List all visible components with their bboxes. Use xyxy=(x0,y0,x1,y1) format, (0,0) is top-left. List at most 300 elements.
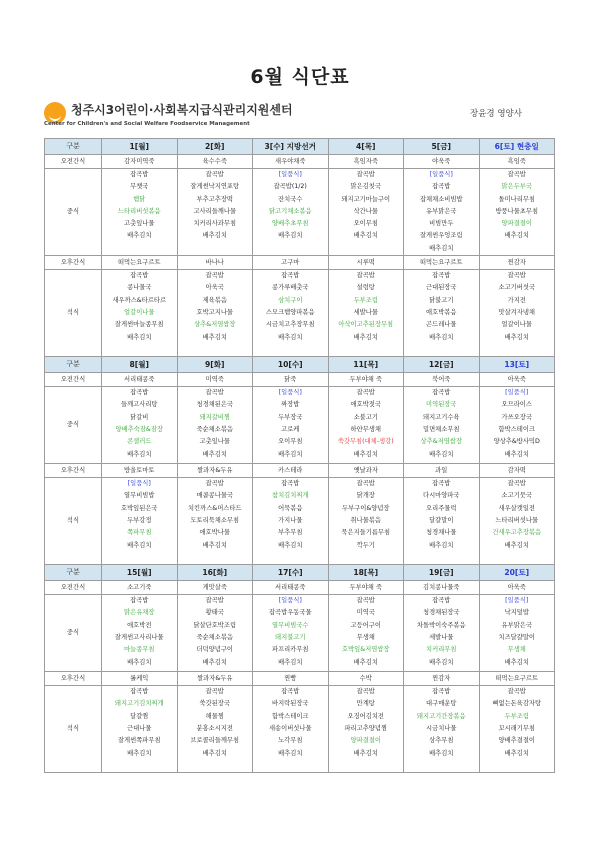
menu-item: 더덕양념구이 xyxy=(196,646,233,654)
snack-cell: 서리태콩죽 xyxy=(102,373,178,387)
snack-cell: 방울토마토 xyxy=(102,464,178,478)
dinner-cell xyxy=(479,478,555,565)
category-header: 구분 xyxy=(45,357,102,373)
snack-cell: 시루떡 xyxy=(328,256,404,270)
lunch-cell xyxy=(479,169,555,256)
menu-item: 호박잎된은국 xyxy=(121,504,158,512)
menu-item: 돌미나리무침 xyxy=(498,195,535,203)
snack-cell: 육수수죽 xyxy=(177,155,253,169)
menu-item: 배추김치 xyxy=(278,450,303,458)
menu-item: 배추김치 xyxy=(127,333,152,341)
page-title: 6월 식단표 xyxy=(250,66,350,88)
am-snack-row xyxy=(45,155,555,169)
dinner-cell xyxy=(177,686,253,773)
menu-item: 다시마양파국 xyxy=(423,492,460,500)
menu-item: 배추김치 xyxy=(202,541,227,549)
dinner-row xyxy=(45,270,555,357)
snack-cell: 고구마 xyxy=(253,256,329,270)
snack-cell: 새우야채죽 xyxy=(253,155,329,169)
menu-item: 잘게썬낙지연포탕 xyxy=(190,183,240,191)
menu-item: 두부구이&양념장 xyxy=(342,504,390,512)
menu-item: [일품식] xyxy=(505,597,529,605)
menu-item: 죽순채소볶음 xyxy=(196,425,233,433)
menu-item: 치킨까스&머스타드 xyxy=(187,504,242,512)
menu-item: 닭갈비 xyxy=(130,413,149,421)
menu-item: 묵은지들기름무침 xyxy=(341,529,391,537)
menu-item: 배추김치 xyxy=(429,749,454,757)
category-header: 구분 xyxy=(45,139,102,155)
menu-item: 배추김치 xyxy=(202,333,227,341)
menu-item: 배추김치 xyxy=(353,333,378,341)
menu-item: 잡곡밥 xyxy=(130,171,149,178)
menu-item: 잡곡밥 xyxy=(205,597,224,605)
menu-item: 근대나물 xyxy=(127,724,152,732)
menu-item: 대구매운탕 xyxy=(426,700,457,708)
snack-cell: 떠먹는요구르트 xyxy=(404,256,480,270)
menu-item: 콩가루배춧국 xyxy=(272,284,309,292)
dinner-cell xyxy=(253,686,329,773)
menu-item: 노각무침 xyxy=(278,737,303,745)
menu-item: 고사리들깨나물 xyxy=(193,207,237,215)
lunch-cell xyxy=(404,387,480,464)
lunch-cell xyxy=(479,387,555,464)
menu-item: [일품식] xyxy=(278,597,302,605)
pm-snack-row xyxy=(45,672,555,686)
menu-item: 애호박나물 xyxy=(199,529,230,537)
lunch-cell xyxy=(328,169,404,256)
menu-item: 상추&저염쌈장 xyxy=(194,321,236,329)
lunch-label: 중식 xyxy=(45,595,102,672)
menu-item: 어묵볶음 xyxy=(278,504,303,512)
snack-cell: 감자떡 xyxy=(479,464,555,478)
snack-cell: 소고기죽 xyxy=(102,581,178,595)
menu-item: 잡곡밥(1/2) xyxy=(273,183,307,191)
menu-item: 얼갈이나물 xyxy=(124,308,155,316)
menu-item: 돼지갈비찜 xyxy=(199,413,230,421)
menu-item: 쑥갓무침(대체-생강) xyxy=(337,438,394,446)
am-snack-row xyxy=(45,373,555,387)
menu-item: 배추김치 xyxy=(504,658,529,666)
menu-item: 황태국 xyxy=(205,609,224,617)
menu-item: 새송이버섯나물 xyxy=(268,724,312,732)
menu-item: 삭간나물 xyxy=(353,207,378,215)
dinner-label: 석식 xyxy=(45,270,102,357)
menu-item: 콩나물국 xyxy=(127,284,152,292)
menu-item: 잡곡밥 xyxy=(205,480,224,488)
menu-item: 잡곡밥 xyxy=(281,272,300,280)
menu-item: 소고기버섯국 xyxy=(498,284,535,292)
menu-item: 매콤콩나물국 xyxy=(196,492,233,500)
menu-item: 돼지고기마늘구이 xyxy=(341,195,391,203)
menu-item: 배추김치 xyxy=(278,658,303,666)
week-header-row xyxy=(45,139,555,155)
menu-item: [일품식] xyxy=(127,480,151,488)
menu-item: 잡곡밥 xyxy=(356,171,375,178)
dinner-cell xyxy=(253,478,329,565)
day-header: 15[월] xyxy=(102,565,178,581)
menu-item: 배추김치 xyxy=(278,333,303,341)
week-header-row xyxy=(45,357,555,373)
lunch-label: 중식 xyxy=(45,169,102,256)
menu-item: 파프리카무침 xyxy=(272,646,309,654)
snack-cell: 수박 xyxy=(328,672,404,686)
menu-item: 잡곡밥 xyxy=(432,389,451,397)
menu-item: 세발나물 xyxy=(429,633,454,641)
center-logo xyxy=(44,100,344,134)
menu-item: 들깨고사리탕 xyxy=(121,401,158,409)
menu-item: 맛살겨자냉채 xyxy=(498,308,535,316)
dinner-cell xyxy=(102,686,178,773)
menu-item: 청경채나물 xyxy=(426,529,457,537)
menu-item: 잡곡밥 xyxy=(432,597,451,605)
menu-item: 열무비빔밥 xyxy=(124,492,155,500)
lunch-cell xyxy=(177,387,253,464)
day-header: 6[토] 현충일 xyxy=(479,139,555,155)
dinner-cell xyxy=(404,478,480,565)
menu-item: 미역국 xyxy=(356,609,375,617)
menu-item: 양파결절이 xyxy=(501,220,532,228)
menu-item: 만계탕 xyxy=(356,700,375,708)
menu-item: 잡곡밥 xyxy=(281,480,300,488)
nutritionist-name: 장윤경 영양사 xyxy=(470,109,522,119)
menu-item: 두부강정 xyxy=(127,516,152,524)
menu-item: 잡곡밥 xyxy=(130,688,149,696)
menu-item: 잡곡밥 xyxy=(205,688,224,696)
menu-item: 고춧잎나물 xyxy=(124,220,155,228)
menu-item: 배추김치 xyxy=(127,658,152,666)
menu-item: 잡곡밥 xyxy=(507,272,526,280)
menu-item: 분홍소시지전 xyxy=(196,724,233,732)
week-header-row xyxy=(45,565,555,581)
snack-cell: 바나나 xyxy=(177,256,253,270)
snack-cell: 김치콩나물죽 xyxy=(404,581,480,595)
menu-item: 세발나물 xyxy=(353,308,378,316)
menu-item: 배추김치 xyxy=(353,232,378,240)
menu-item: 근대된장국 xyxy=(426,284,457,292)
day-header: 17[수] xyxy=(253,565,329,581)
menu-item: 제육볶음 xyxy=(202,296,227,304)
dinner-cell xyxy=(328,686,404,773)
snack-cell: 쌀과자&두유 xyxy=(177,672,253,686)
day-header: 3[수] 지방선거 xyxy=(253,139,329,155)
menu-item: 잡곡밥 xyxy=(356,688,375,696)
menu-item: 잔치국수 xyxy=(278,195,303,203)
menu-item: 배추김치 xyxy=(429,658,454,666)
dinner-cell xyxy=(404,686,480,773)
dinner-cell xyxy=(328,270,404,357)
menu-item: 고등어구이 xyxy=(350,621,381,629)
day-header: 9[화] xyxy=(177,357,253,373)
lunch-cell xyxy=(253,387,329,464)
menu-item: 아욱국 xyxy=(205,284,224,292)
menu-item: 뼈없는돈육감자탕 xyxy=(492,700,542,708)
snack-cell: 롤케익 xyxy=(102,672,178,686)
menu-item: 마늘종무침 xyxy=(124,646,155,654)
menu-item: 비빔만두 xyxy=(429,220,454,228)
snack-cell: 쌀과자&두유 xyxy=(177,464,253,478)
menu-item: 호박잎&저염쌈장 xyxy=(342,646,390,654)
menu-item: 잡곡밥 xyxy=(130,389,149,397)
menu-item: 시금치고추장무침 xyxy=(265,321,315,329)
menu-item: 양상추&방사믹D xyxy=(493,438,540,446)
day-header: 20[토] xyxy=(479,565,555,581)
menu-item: 미역된장국 xyxy=(426,401,457,409)
menu-item: 짜장밥 xyxy=(281,401,300,409)
menu-item: 호박고지나물 xyxy=(196,308,233,316)
menu-item: 낙지덮밥 xyxy=(504,609,529,617)
menu-item: 배추김치 xyxy=(127,450,152,458)
menu-item: 가지전 xyxy=(507,296,526,304)
snack-cell: 찐감자 xyxy=(404,672,480,686)
menu-item: 맑은두부국 xyxy=(501,183,532,191)
menu-item: 잘게썬쪽파무침 xyxy=(117,737,161,745)
menu-item: 오므라이스 xyxy=(501,401,532,409)
snack-cell: 미역죽 xyxy=(177,373,253,387)
menu-item: 잡곡밥 xyxy=(205,389,224,397)
lunch-cell xyxy=(102,387,178,464)
menu-item: 잡곡밥 xyxy=(356,480,375,488)
am-snack-row xyxy=(45,581,555,595)
snack-cell: 떠먹는요구르트 xyxy=(479,672,555,686)
menu-item: 콘샐러드 xyxy=(127,438,152,446)
menu-item: 배추김치 xyxy=(202,749,227,757)
menu-item: [일품식] xyxy=(278,389,302,397)
snack-cell: 찐감자 xyxy=(479,256,555,270)
menu-item: 애호박젓국 xyxy=(350,401,381,409)
menu-item: 잡곡밥 xyxy=(356,389,375,397)
menu-item: 상추무침 xyxy=(429,737,454,745)
menu-item: 고춧잎나물 xyxy=(199,438,230,446)
day-header: 19[금] xyxy=(404,565,480,581)
menu-item: 양파결절이 xyxy=(350,737,381,745)
dinner-cell xyxy=(177,270,253,357)
menu-item: 쑥갓된장국 xyxy=(199,700,230,708)
snack-cell: 게맛살죽 xyxy=(177,581,253,595)
menu-item: 잡곡밥 xyxy=(432,272,451,280)
menu-item: [일품식] xyxy=(505,389,529,397)
menu-item: 잡곡밥 xyxy=(205,272,224,280)
menu-item: 청경채된장국 xyxy=(423,609,460,617)
lunch-row xyxy=(45,169,555,256)
lunch-cell xyxy=(177,169,253,256)
menu-item: 돼지고기수육 xyxy=(423,413,460,421)
menu-item: 가쓰오장국 xyxy=(501,413,532,421)
menu-item: 치커리사과무침 xyxy=(193,220,237,228)
menu-item: 배추김치 xyxy=(429,244,454,252)
center-name: 청주시3어린이·사회복지급식관리지원센터 xyxy=(71,103,293,117)
menu-item: 돼지고기간장볶음 xyxy=(416,712,466,720)
menu-item: 배추김치 xyxy=(278,749,303,757)
day-header: 13[토] xyxy=(479,357,555,373)
menu-item: 깍두기 xyxy=(356,541,375,549)
menu-item: 잡곡밥 xyxy=(130,272,149,280)
snack-cell: 두부야채 죽 xyxy=(328,373,404,387)
menu-item: 건새우고추장볶음 xyxy=(492,529,542,537)
day-header: 12[금] xyxy=(404,357,480,373)
snack-cell: 흑임죽 xyxy=(479,155,555,169)
lunch-row xyxy=(45,595,555,672)
menu-item: 소고기뭇국 xyxy=(501,492,532,500)
menu-item: 참치김치찌개 xyxy=(272,492,309,500)
lunch-cell xyxy=(328,387,404,464)
day-header: 8[월] xyxy=(102,357,178,373)
day-header: 18[목] xyxy=(328,565,404,581)
menu-item: 잡곡밥우동국물 xyxy=(268,609,312,617)
menu-item: 배추김치 xyxy=(127,232,152,240)
menu-item: 닭불고기 xyxy=(429,296,454,304)
dinner-label: 석식 xyxy=(45,686,102,773)
menu-item: 차돌박이숙주볶음 xyxy=(416,621,466,629)
day-header: 2[화] xyxy=(177,139,253,155)
menu-item: 느타리버섯볶음 xyxy=(117,207,161,215)
menu-item: 닭개장 xyxy=(356,492,375,500)
snack-cell: 아욱죽 xyxy=(479,373,555,387)
lunch-cell xyxy=(404,595,480,672)
menu-item: 잘게썬마늘종무침 xyxy=(114,321,164,329)
menu-item: 무챗국 xyxy=(130,183,149,191)
menu-item: 맑은김칫국 xyxy=(350,183,381,191)
lunch-cell xyxy=(253,169,329,256)
menu-item: 잡곡밥 xyxy=(507,688,526,696)
menu-item: 잡곡밥 xyxy=(507,171,526,178)
menu-item: 애호박볶음 xyxy=(426,308,457,316)
menu-item: 배추김치 xyxy=(429,541,454,549)
menu-item: 새우까스&타르타르 xyxy=(112,296,167,304)
menu-item: 꼬시래기무침 xyxy=(498,724,535,732)
menu-item: 두부장국 xyxy=(278,413,303,421)
day-header: 16[화] xyxy=(177,565,253,581)
am-snack-label: 오전간식 xyxy=(45,581,102,595)
lunch-cell xyxy=(479,595,555,672)
menu-item: 청경채된은국 xyxy=(196,401,233,409)
menu-item: 배추김치 xyxy=(504,232,529,240)
menu-item: 함박스테이크 xyxy=(272,712,309,720)
menu-item: 잘게썬우엉조림 xyxy=(419,232,463,240)
dinner-cell xyxy=(102,270,178,357)
menu-item: 아삭이고추된장무침 xyxy=(338,321,394,329)
menu-item: 쪽파무침 xyxy=(127,529,152,537)
snack-cell: 흑임자죽 xyxy=(328,155,404,169)
menu-item: 배추김치 xyxy=(278,541,303,549)
lunch-cell xyxy=(404,169,480,256)
menu-item: 바지락된장국 xyxy=(272,700,309,708)
menu-item: 배추김치 xyxy=(504,450,529,458)
menu-item: 잘게썬고사리나물 xyxy=(114,633,164,641)
dinner-label: 석식 xyxy=(45,478,102,565)
menu-item: 배추김치 xyxy=(429,450,454,458)
menu-item: 곤드레나물 xyxy=(426,321,457,329)
lunch-label: 중식 xyxy=(45,387,102,464)
menu-item: 잡곡밥 xyxy=(356,272,375,280)
menu-item: 가지나물 xyxy=(278,516,303,524)
menu-item: 치즈달걀말이 xyxy=(498,633,535,641)
menu-item: 도토리묵채소무침 xyxy=(190,516,240,524)
menu-item: 배추김치 xyxy=(278,232,303,240)
menu-item: 취나물볶음 xyxy=(350,516,381,524)
menu-item: 잡곡밥 xyxy=(130,597,149,605)
menu-item: 잡곡밥 xyxy=(281,688,300,696)
menu-item: 두부조림 xyxy=(353,296,378,304)
snack-cell: 과일 xyxy=(404,464,480,478)
menu-item: 배추김치 xyxy=(429,333,454,341)
menu-item: 양배추초무침 xyxy=(272,220,309,228)
menu-item: 파리고추양념찜 xyxy=(344,724,388,732)
menu-item: 잡곡밥 xyxy=(432,688,451,696)
menu-item: 달걀말이 xyxy=(429,516,454,524)
dinner-cell xyxy=(102,478,178,565)
day-header: 5[금] xyxy=(404,139,480,155)
snack-cell: 서리태콩죽 xyxy=(253,581,329,595)
menu-item: 시금치나물 xyxy=(426,724,457,732)
menu-item: 맑은유채장 xyxy=(124,609,155,617)
menu-item: 치커리무침 xyxy=(426,646,457,654)
menu-item: 설렁탕 xyxy=(356,284,375,292)
menu-item: 닭고기채소볶음 xyxy=(268,207,312,215)
snack-cell: 찐빵 xyxy=(253,672,329,686)
menu-item: 유부맑은국 xyxy=(426,207,457,215)
snack-cell: 두부야채 죽 xyxy=(328,581,404,595)
menu-item: 새우살캣일전 xyxy=(498,504,535,512)
center-english-name: Center for Children's and Social Welfare Foodservice Management xyxy=(44,121,250,127)
dinner-cell xyxy=(404,270,480,357)
am-snack-label: 오전간식 xyxy=(45,373,102,387)
menu-item: 유부맑은국 xyxy=(501,621,532,629)
menu-item: 햄닭 xyxy=(133,195,146,203)
snack-cell: 닭죽 xyxy=(253,373,329,387)
menu-item: 배추김치 xyxy=(127,749,152,757)
dinner-cell xyxy=(253,270,329,357)
dinner-cell xyxy=(479,686,555,773)
menu-item: 달걀찜 xyxy=(130,712,149,720)
menu-item: 잡곡밥 xyxy=(432,183,451,191)
snack-cell: 카스테라 xyxy=(253,464,329,478)
day-header: 1[월] xyxy=(102,139,178,155)
menu-item: 오이무침 xyxy=(278,438,303,446)
pm-snack-label: 오후간식 xyxy=(45,464,102,478)
menu-item: 함박스테이크 xyxy=(498,425,535,433)
menu-item: 소불고기 xyxy=(353,413,378,421)
menu-item: 오리주물럭 xyxy=(426,504,457,512)
menu-item: 무생채 xyxy=(507,646,526,654)
menu-item: 양배추결절이 xyxy=(498,737,535,745)
menu-item: 무생채 xyxy=(356,633,375,641)
lunch-cell xyxy=(328,595,404,672)
pm-snack-label: 오후간식 xyxy=(45,256,102,270)
lunch-cell xyxy=(253,595,329,672)
dinner-row xyxy=(45,686,555,773)
snack-cell: 떠먹는요구르트 xyxy=(102,256,178,270)
menu-item: 애호박전 xyxy=(127,621,152,629)
menu-item: 잡채채소비빔밥 xyxy=(419,195,463,203)
menu-item: 배추김치 xyxy=(202,658,227,666)
menu-item: 돼지고기김치찌개 xyxy=(114,700,164,708)
pm-snack-row xyxy=(45,464,555,478)
menu-item: 밀면채소무침 xyxy=(423,425,460,433)
menu-item: 닭살단호박조림 xyxy=(193,621,237,629)
snack-cell: 옛날과자 xyxy=(328,464,404,478)
snack-cell: 북어죽 xyxy=(404,373,480,387)
snack-cell: 감자미역죽 xyxy=(102,155,178,169)
dinner-cell xyxy=(177,478,253,565)
menu-item: 양배추숙잠&잠장 xyxy=(115,425,163,433)
menu-item: 얼갈이나물 xyxy=(501,321,532,329)
menu-item: 오이무침 xyxy=(353,220,378,228)
menu-item: 부추무침 xyxy=(278,529,303,537)
snack-cell: 아욱죽 xyxy=(479,581,555,595)
pm-snack-label: 오후간식 xyxy=(45,672,102,686)
menu-item: 배추김치 xyxy=(202,450,227,458)
dinner-cell xyxy=(328,478,404,565)
